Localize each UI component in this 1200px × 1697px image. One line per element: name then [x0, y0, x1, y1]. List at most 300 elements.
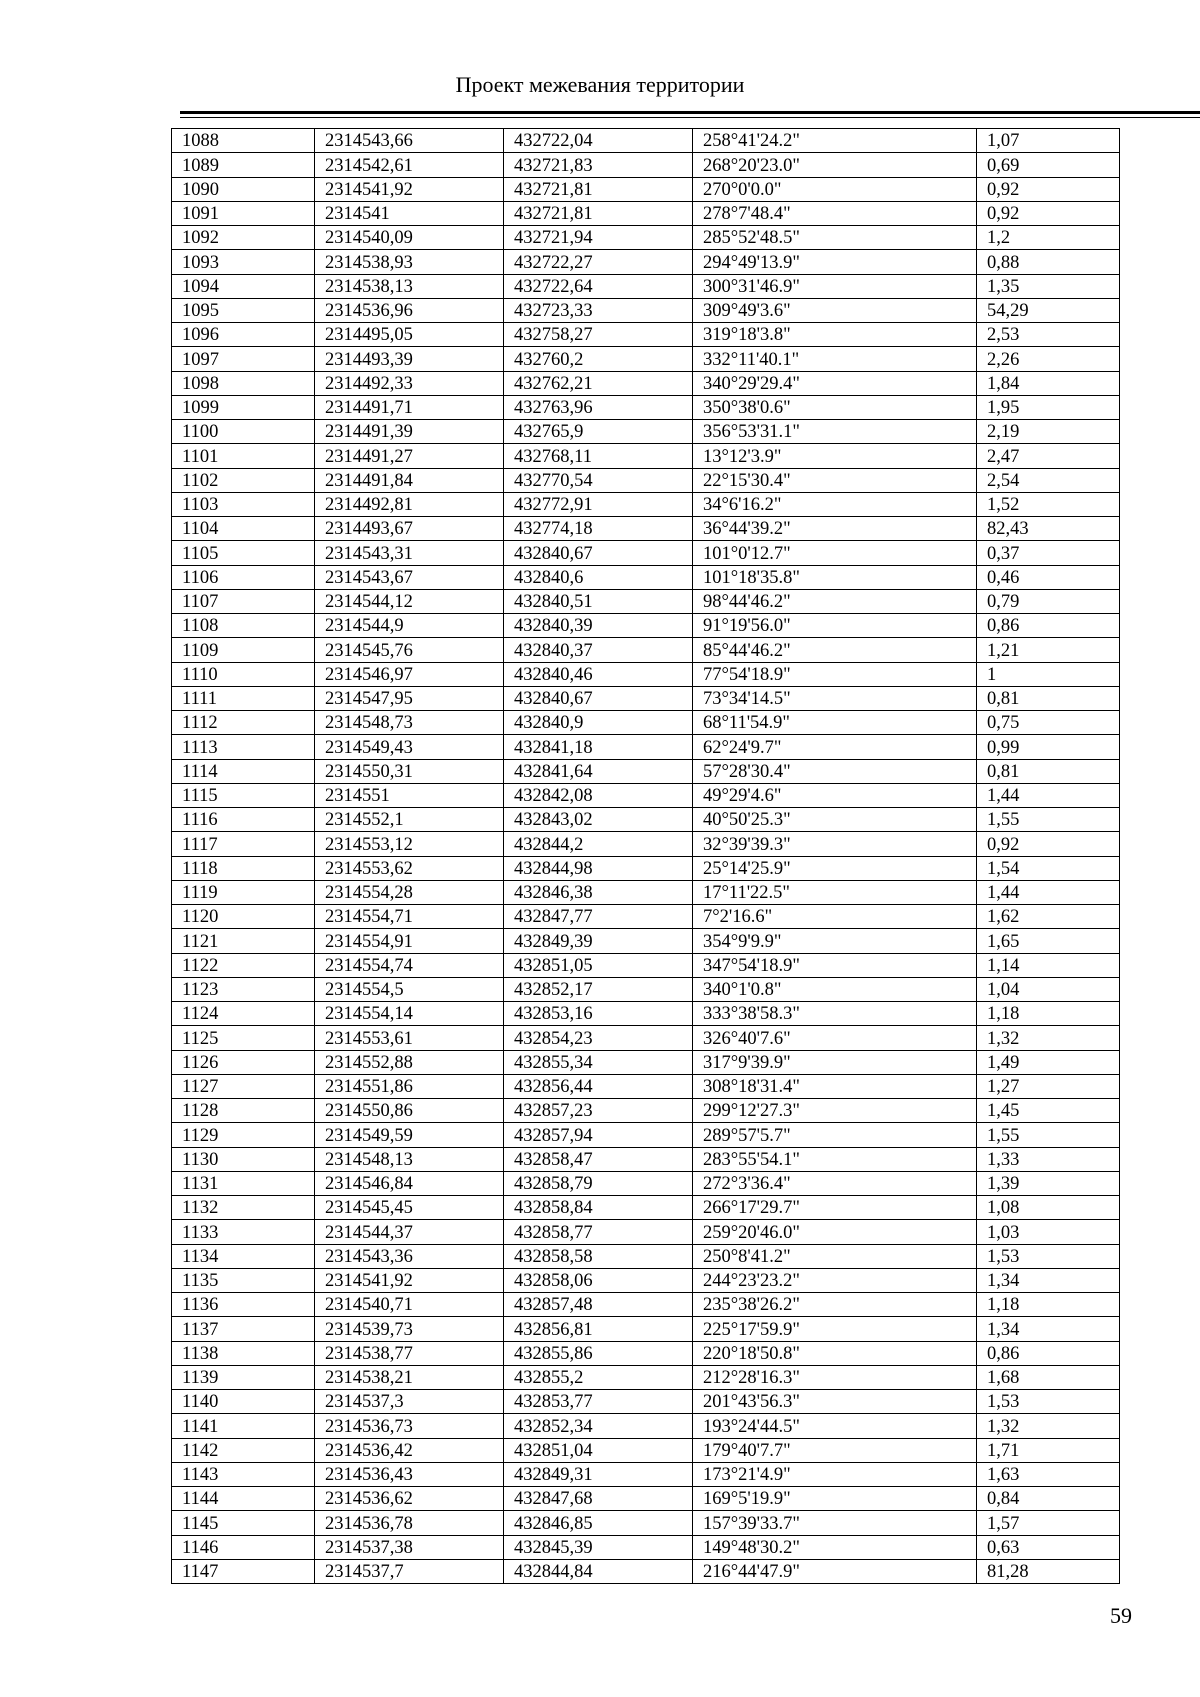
direction-angle-cell: 319°18'3.8"	[693, 323, 977, 347]
distance-cell: 2,53	[977, 323, 1120, 347]
direction-angle-cell: 32°39'39.3"	[693, 832, 977, 856]
y-coordinate-cell: 432853,77	[504, 1390, 693, 1414]
table-row	[172, 1026, 1120, 1050]
direction-angle-cell: 235°38'26.2"	[693, 1293, 977, 1317]
table-row	[172, 395, 1120, 419]
distance-cell: 1,53	[977, 1390, 1120, 1414]
distance-cell: 54,29	[977, 298, 1120, 322]
header-rule-thick	[180, 111, 1200, 114]
x-coordinate-cell: 2314554,74	[315, 953, 504, 977]
y-coordinate-cell: 432855,86	[504, 1341, 693, 1365]
point-number-cell: 1097	[172, 347, 315, 371]
y-coordinate-cell: 432760,2	[504, 347, 693, 371]
x-coordinate-cell: 2314544,9	[315, 614, 504, 638]
point-number-cell: 1100	[172, 420, 315, 444]
direction-angle-cell: 98°44'46.2"	[693, 589, 977, 613]
point-number-cell: 1123	[172, 977, 315, 1001]
distance-cell: 1,32	[977, 1414, 1120, 1438]
table-row	[172, 492, 1120, 516]
y-coordinate-cell: 432847,68	[504, 1487, 693, 1511]
table-row	[172, 1390, 1120, 1414]
direction-angle-cell: 272°3'36.4"	[693, 1171, 977, 1195]
direction-angle-cell: 259°20'46.0"	[693, 1220, 977, 1244]
y-coordinate-cell: 432846,38	[504, 880, 693, 904]
table-row	[172, 1074, 1120, 1098]
table-row	[172, 226, 1120, 250]
y-coordinate-cell: 432841,18	[504, 735, 693, 759]
y-coordinate-cell: 432840,6	[504, 565, 693, 589]
y-coordinate-cell: 432721,94	[504, 226, 693, 250]
direction-angle-cell: 91°19'56.0"	[693, 614, 977, 638]
direction-angle-cell: 216°44'47.9"	[693, 1559, 977, 1583]
distance-cell: 1,35	[977, 274, 1120, 298]
point-number-cell: 1101	[172, 444, 315, 468]
point-number-cell: 1110	[172, 662, 315, 686]
distance-cell: 0,75	[977, 711, 1120, 735]
table-row	[172, 1487, 1120, 1511]
y-coordinate-cell: 432851,04	[504, 1438, 693, 1462]
distance-cell: 1,53	[977, 1244, 1120, 1268]
x-coordinate-cell: 2314546,84	[315, 1171, 504, 1195]
x-coordinate-cell: 2314536,73	[315, 1414, 504, 1438]
distance-cell: 1,32	[977, 1026, 1120, 1050]
point-number-cell: 1129	[172, 1123, 315, 1147]
direction-angle-cell: 149°48'30.2"	[693, 1535, 977, 1559]
y-coordinate-cell: 432857,94	[504, 1123, 693, 1147]
table-row	[172, 201, 1120, 225]
direction-angle-cell: 25°14'25.9"	[693, 856, 977, 880]
direction-angle-cell: 68°11'54.9"	[693, 711, 977, 735]
table-row	[172, 832, 1120, 856]
point-number-cell: 1091	[172, 201, 315, 225]
direction-angle-cell: 220°18'50.8"	[693, 1341, 977, 1365]
distance-cell: 2,47	[977, 444, 1120, 468]
x-coordinate-cell: 2314491,84	[315, 468, 504, 492]
distance-cell: 0,63	[977, 1535, 1120, 1559]
direction-angle-cell: 13°12'3.9"	[693, 444, 977, 468]
x-coordinate-cell: 2314541,92	[315, 177, 504, 201]
x-coordinate-cell: 2314544,12	[315, 589, 504, 613]
y-coordinate-cell: 432857,48	[504, 1293, 693, 1317]
direction-angle-cell: 308°18'31.4"	[693, 1074, 977, 1098]
distance-cell: 1,55	[977, 808, 1120, 832]
direction-angle-cell: 333°38'58.3"	[693, 1002, 977, 1026]
y-coordinate-cell: 432722,64	[504, 274, 693, 298]
point-number-cell: 1116	[172, 808, 315, 832]
point-number-cell: 1125	[172, 1026, 315, 1050]
x-coordinate-cell: 2314550,86	[315, 1099, 504, 1123]
y-coordinate-cell: 432852,34	[504, 1414, 693, 1438]
point-number-cell: 1128	[172, 1099, 315, 1123]
distance-cell: 1,07	[977, 129, 1120, 153]
distance-cell: 1,45	[977, 1099, 1120, 1123]
distance-cell: 1,34	[977, 1268, 1120, 1292]
point-number-cell: 1089	[172, 153, 315, 177]
x-coordinate-cell: 2314551	[315, 783, 504, 807]
table-row	[172, 614, 1120, 638]
distance-cell: 1,2	[977, 226, 1120, 250]
y-coordinate-cell: 432765,9	[504, 420, 693, 444]
x-coordinate-cell: 2314492,33	[315, 371, 504, 395]
table-row	[172, 1438, 1120, 1462]
direction-angle-cell: 73°34'14.5"	[693, 686, 977, 710]
direction-angle-cell: 278°7'48.4"	[693, 201, 977, 225]
y-coordinate-cell: 432845,39	[504, 1535, 693, 1559]
point-number-cell: 1109	[172, 638, 315, 662]
table-row	[172, 1268, 1120, 1292]
table-row	[172, 444, 1120, 468]
y-coordinate-cell: 432858,77	[504, 1220, 693, 1244]
direction-angle-cell: 34°6'16.2"	[693, 492, 977, 516]
table-row	[172, 298, 1120, 322]
direction-angle-cell: 17°11'22.5"	[693, 880, 977, 904]
point-number-cell: 1108	[172, 614, 315, 638]
point-number-cell: 1094	[172, 274, 315, 298]
x-coordinate-cell: 2314552,1	[315, 808, 504, 832]
x-coordinate-cell: 2314538,93	[315, 250, 504, 274]
point-number-cell: 1093	[172, 250, 315, 274]
direction-angle-cell: 157°39'33.7"	[693, 1511, 977, 1535]
x-coordinate-cell: 2314491,39	[315, 420, 504, 444]
x-coordinate-cell: 2314536,42	[315, 1438, 504, 1462]
distance-cell: 1,44	[977, 783, 1120, 807]
direction-angle-cell: 354°9'9.9"	[693, 929, 977, 953]
point-number-cell: 1102	[172, 468, 315, 492]
x-coordinate-cell: 2314553,61	[315, 1026, 504, 1050]
direction-angle-cell: 36°44'39.2"	[693, 517, 977, 541]
x-coordinate-cell: 2314548,13	[315, 1147, 504, 1171]
point-number-cell: 1127	[172, 1074, 315, 1098]
point-number-cell: 1124	[172, 1002, 315, 1026]
direction-angle-cell: 332°11'40.1"	[693, 347, 977, 371]
direction-angle-cell: 22°15'30.4"	[693, 468, 977, 492]
direction-angle-cell: 201°43'56.3"	[693, 1390, 977, 1414]
distance-cell: 1,62	[977, 905, 1120, 929]
x-coordinate-cell: 2314554,5	[315, 977, 504, 1001]
distance-cell: 1,52	[977, 492, 1120, 516]
table-row	[172, 1341, 1120, 1365]
direction-angle-cell: 268°20'23.0"	[693, 153, 977, 177]
direction-angle-cell: 225°17'59.9"	[693, 1317, 977, 1341]
y-coordinate-cell: 432849,39	[504, 929, 693, 953]
table-row	[172, 565, 1120, 589]
table-row	[172, 783, 1120, 807]
point-number-cell: 1114	[172, 759, 315, 783]
y-coordinate-cell: 432772,91	[504, 492, 693, 516]
distance-cell: 1,49	[977, 1050, 1120, 1074]
x-coordinate-cell: 2314549,43	[315, 735, 504, 759]
point-number-cell: 1107	[172, 589, 315, 613]
table-row	[172, 953, 1120, 977]
table-row	[172, 468, 1120, 492]
point-number-cell: 1103	[172, 492, 315, 516]
direction-angle-cell: 77°54'18.9"	[693, 662, 977, 686]
point-number-cell: 1145	[172, 1511, 315, 1535]
table-row	[172, 856, 1120, 880]
direction-angle-cell: 299°12'27.3"	[693, 1099, 977, 1123]
distance-cell: 1,63	[977, 1462, 1120, 1486]
point-number-cell: 1088	[172, 129, 315, 153]
x-coordinate-cell: 2314549,59	[315, 1123, 504, 1147]
direction-angle-cell: 179°40'7.7"	[693, 1438, 977, 1462]
direction-angle-cell: 289°57'5.7"	[693, 1123, 977, 1147]
x-coordinate-cell: 2314554,14	[315, 1002, 504, 1026]
x-coordinate-cell: 2314541	[315, 201, 504, 225]
point-number-cell: 1144	[172, 1487, 315, 1511]
direction-angle-cell: 250°8'41.2"	[693, 1244, 977, 1268]
point-number-cell: 1141	[172, 1414, 315, 1438]
direction-angle-cell: 40°50'25.3"	[693, 808, 977, 832]
table-row	[172, 1462, 1120, 1486]
distance-cell: 0,81	[977, 759, 1120, 783]
distance-cell: 1,18	[977, 1293, 1120, 1317]
distance-cell: 0,99	[977, 735, 1120, 759]
x-coordinate-cell: 2314536,43	[315, 1462, 504, 1486]
x-coordinate-cell: 2314544,37	[315, 1220, 504, 1244]
distance-cell: 1,65	[977, 929, 1120, 953]
point-number-cell: 1146	[172, 1535, 315, 1559]
y-coordinate-cell: 432858,79	[504, 1171, 693, 1195]
distance-cell: 1,34	[977, 1317, 1120, 1341]
direction-angle-cell: 266°17'29.7"	[693, 1196, 977, 1220]
distance-cell: 1,57	[977, 1511, 1120, 1535]
x-coordinate-cell: 2314541,92	[315, 1268, 504, 1292]
distance-cell: 0,86	[977, 614, 1120, 638]
table-row	[172, 1171, 1120, 1195]
direction-angle-cell: 340°1'0.8"	[693, 977, 977, 1001]
point-number-cell: 1105	[172, 541, 315, 565]
distance-cell: 1,33	[977, 1147, 1120, 1171]
table-row	[172, 1317, 1120, 1341]
y-coordinate-cell: 432762,21	[504, 371, 693, 395]
y-coordinate-cell: 432852,17	[504, 977, 693, 1001]
table-row	[172, 1293, 1120, 1317]
table-row	[172, 347, 1120, 371]
x-coordinate-cell: 2314546,97	[315, 662, 504, 686]
y-coordinate-cell: 432846,85	[504, 1511, 693, 1535]
distance-cell: 0,37	[977, 541, 1120, 565]
x-coordinate-cell: 2314536,62	[315, 1487, 504, 1511]
point-number-cell: 1136	[172, 1293, 315, 1317]
x-coordinate-cell: 2314538,21	[315, 1365, 504, 1389]
point-number-cell: 1092	[172, 226, 315, 250]
x-coordinate-cell: 2314540,09	[315, 226, 504, 250]
x-coordinate-cell: 2314539,73	[315, 1317, 504, 1341]
point-number-cell: 1113	[172, 735, 315, 759]
direction-angle-cell: 173°21'4.9"	[693, 1462, 977, 1486]
y-coordinate-cell: 432843,02	[504, 808, 693, 832]
point-number-cell: 1137	[172, 1317, 315, 1341]
distance-cell: 1,18	[977, 1002, 1120, 1026]
table-row	[172, 638, 1120, 662]
point-number-cell: 1143	[172, 1462, 315, 1486]
distance-cell: 1,08	[977, 1196, 1120, 1220]
direction-angle-cell: 326°40'7.6"	[693, 1026, 977, 1050]
point-number-cell: 1133	[172, 1220, 315, 1244]
point-number-cell: 1138	[172, 1341, 315, 1365]
y-coordinate-cell: 432849,31	[504, 1462, 693, 1486]
coordinates-table	[171, 128, 1120, 1584]
x-coordinate-cell: 2314538,13	[315, 274, 504, 298]
y-coordinate-cell: 432854,23	[504, 1026, 693, 1050]
table-row	[172, 880, 1120, 904]
table-row	[172, 1099, 1120, 1123]
point-number-cell: 1131	[172, 1171, 315, 1195]
distance-cell: 0,46	[977, 565, 1120, 589]
direction-angle-cell: 169°5'19.9"	[693, 1487, 977, 1511]
y-coordinate-cell: 432844,84	[504, 1559, 693, 1583]
point-number-cell: 1118	[172, 856, 315, 880]
direction-angle-cell: 49°29'4.6"	[693, 783, 977, 807]
y-coordinate-cell: 432768,11	[504, 444, 693, 468]
direction-angle-cell: 101°18'35.8"	[693, 565, 977, 589]
y-coordinate-cell: 432851,05	[504, 953, 693, 977]
x-coordinate-cell: 2314545,45	[315, 1196, 504, 1220]
distance-cell: 1	[977, 662, 1120, 686]
point-number-cell: 1096	[172, 323, 315, 347]
direction-angle-cell: 57°28'30.4"	[693, 759, 977, 783]
table-row	[172, 808, 1120, 832]
x-coordinate-cell: 2314543,67	[315, 565, 504, 589]
page-header-title: Проект межевания территории	[455, 72, 745, 97]
x-coordinate-cell: 2314543,36	[315, 1244, 504, 1268]
distance-cell: 1,95	[977, 395, 1120, 419]
y-coordinate-cell: 432842,08	[504, 783, 693, 807]
direction-angle-cell: 244°23'23.2"	[693, 1268, 977, 1292]
x-coordinate-cell: 2314491,27	[315, 444, 504, 468]
table-row	[172, 589, 1120, 613]
y-coordinate-cell: 432721,81	[504, 177, 693, 201]
table-row	[172, 1244, 1120, 1268]
y-coordinate-cell: 432840,9	[504, 711, 693, 735]
distance-cell: 2,26	[977, 347, 1120, 371]
x-coordinate-cell: 2314543,66	[315, 129, 504, 153]
table-row	[172, 1147, 1120, 1171]
y-coordinate-cell: 432858,06	[504, 1268, 693, 1292]
y-coordinate-cell: 432858,47	[504, 1147, 693, 1171]
y-coordinate-cell: 432840,37	[504, 638, 693, 662]
table-row	[172, 541, 1120, 565]
point-number-cell: 1120	[172, 905, 315, 929]
x-coordinate-cell: 2314491,71	[315, 395, 504, 419]
direction-angle-cell: 101°0'12.7"	[693, 541, 977, 565]
x-coordinate-cell: 2314552,88	[315, 1050, 504, 1074]
y-coordinate-cell: 432840,46	[504, 662, 693, 686]
point-number-cell: 1121	[172, 929, 315, 953]
direction-angle-cell: 347°54'18.9"	[693, 953, 977, 977]
point-number-cell: 1139	[172, 1365, 315, 1389]
x-coordinate-cell: 2314495,05	[315, 323, 504, 347]
direction-angle-cell: 85°44'46.2"	[693, 638, 977, 662]
point-number-cell: 1117	[172, 832, 315, 856]
y-coordinate-cell: 432858,58	[504, 1244, 693, 1268]
direction-angle-cell: 62°24'9.7"	[693, 735, 977, 759]
table-row	[172, 686, 1120, 710]
distance-cell: 0,92	[977, 177, 1120, 201]
table-row	[172, 905, 1120, 929]
y-coordinate-cell: 432723,33	[504, 298, 693, 322]
table-row	[172, 420, 1120, 444]
point-number-cell: 1135	[172, 1268, 315, 1292]
table-row	[172, 1123, 1120, 1147]
table-row	[172, 929, 1120, 953]
y-coordinate-cell: 432840,39	[504, 614, 693, 638]
point-number-cell: 1112	[172, 711, 315, 735]
x-coordinate-cell: 2314545,76	[315, 638, 504, 662]
point-number-cell: 1134	[172, 1244, 315, 1268]
point-number-cell: 1106	[172, 565, 315, 589]
direction-angle-cell: 7°2'16.6"	[693, 905, 977, 929]
y-coordinate-cell: 432840,67	[504, 686, 693, 710]
distance-cell: 1,14	[977, 953, 1120, 977]
direction-angle-cell: 294°49'13.9"	[693, 250, 977, 274]
table-row	[172, 977, 1120, 1001]
distance-cell: 0,84	[977, 1487, 1120, 1511]
y-coordinate-cell: 432721,83	[504, 153, 693, 177]
table-row	[172, 177, 1120, 201]
distance-cell: 1,27	[977, 1074, 1120, 1098]
x-coordinate-cell: 2314493,67	[315, 517, 504, 541]
y-coordinate-cell: 432840,67	[504, 541, 693, 565]
point-number-cell: 1140	[172, 1390, 315, 1414]
point-number-cell: 1147	[172, 1559, 315, 1583]
point-number-cell: 1090	[172, 177, 315, 201]
y-coordinate-cell: 432763,96	[504, 395, 693, 419]
direction-angle-cell: 350°38'0.6"	[693, 395, 977, 419]
y-coordinate-cell: 432758,27	[504, 323, 693, 347]
distance-cell: 0,69	[977, 153, 1120, 177]
distance-cell: 82,43	[977, 517, 1120, 541]
direction-angle-cell: 340°29'29.4"	[693, 371, 977, 395]
point-number-cell: 1111	[172, 686, 315, 710]
point-number-cell: 1126	[172, 1050, 315, 1074]
x-coordinate-cell: 2314547,95	[315, 686, 504, 710]
distance-cell: 1,39	[977, 1171, 1120, 1195]
distance-cell: 1,68	[977, 1365, 1120, 1389]
table-row	[172, 323, 1120, 347]
direction-angle-cell: 193°24'44.5"	[693, 1414, 977, 1438]
direction-angle-cell: 283°55'54.1"	[693, 1147, 977, 1171]
table-row	[172, 517, 1120, 541]
y-coordinate-cell: 432856,81	[504, 1317, 693, 1341]
distance-cell: 1,54	[977, 856, 1120, 880]
distance-cell: 1,84	[977, 371, 1120, 395]
distance-cell: 1,44	[977, 880, 1120, 904]
table-row	[172, 662, 1120, 686]
x-coordinate-cell: 2314543,31	[315, 541, 504, 565]
x-coordinate-cell: 2314554,71	[315, 905, 504, 929]
x-coordinate-cell: 2314536,96	[315, 298, 504, 322]
direction-angle-cell: 317°9'39.9"	[693, 1050, 977, 1074]
distance-cell: 0,92	[977, 201, 1120, 225]
table-row	[172, 1511, 1120, 1535]
point-number-cell: 1122	[172, 953, 315, 977]
x-coordinate-cell: 2314554,91	[315, 929, 504, 953]
x-coordinate-cell: 2314537,38	[315, 1535, 504, 1559]
point-number-cell: 1098	[172, 371, 315, 395]
table-row	[172, 1559, 1120, 1583]
table-row	[172, 1050, 1120, 1074]
x-coordinate-cell: 2314551,86	[315, 1074, 504, 1098]
x-coordinate-cell: 2314553,62	[315, 856, 504, 880]
x-coordinate-cell: 2314550,31	[315, 759, 504, 783]
y-coordinate-cell: 432770,54	[504, 468, 693, 492]
distance-cell: 1,55	[977, 1123, 1120, 1147]
x-coordinate-cell: 2314548,73	[315, 711, 504, 735]
y-coordinate-cell: 432855,2	[504, 1365, 693, 1389]
point-number-cell: 1115	[172, 783, 315, 807]
y-coordinate-cell: 432840,51	[504, 589, 693, 613]
